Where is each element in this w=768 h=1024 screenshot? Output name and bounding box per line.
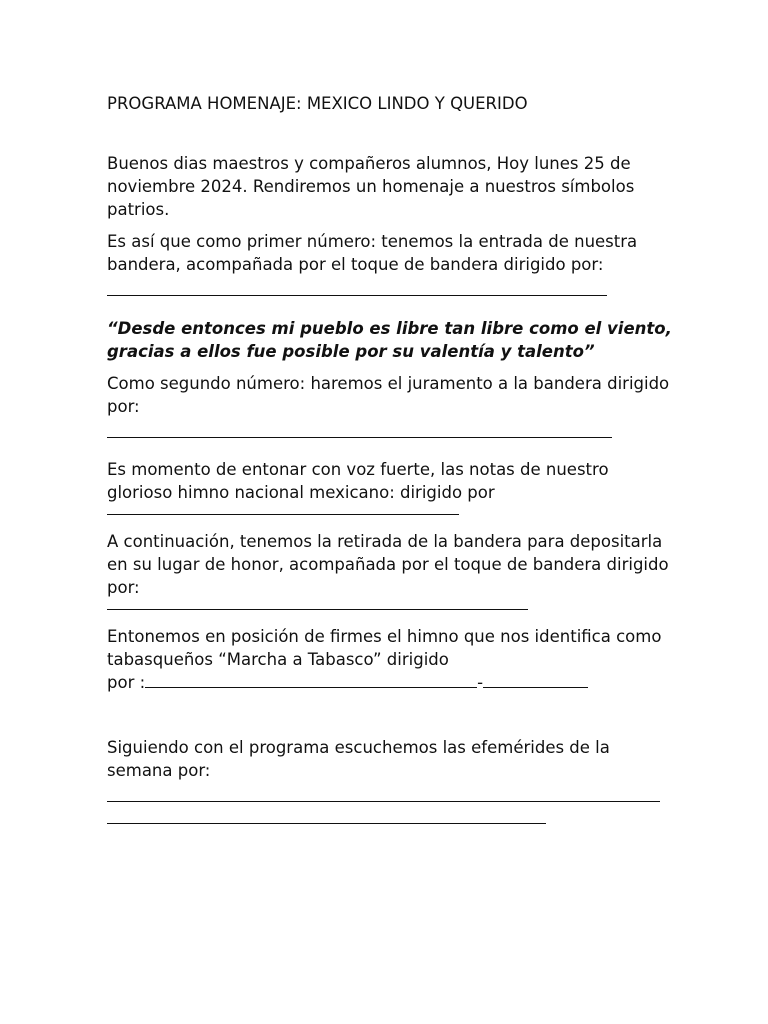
document-title: PROGRAMA HOMENAJE: MEXICO LINDO Y QUERIDO xyxy=(107,94,528,113)
greeting-paragraph: Buenos dias maestros y compañeros alumnos, Hoy lunes 25 de noviembre 2024. Rendiremos un homenaje a nuestros símbolos patrios. xyxy=(107,154,635,219)
quote-paragraph: “Desde entonces mi pueblo es libre tan libre como el viento, gracias a ellos fue posible por su valentía y talento” xyxy=(107,319,672,361)
flag-retire-blank-line xyxy=(107,609,528,610)
tabasco-march-paragraph: Entonemos en posición de firmes el himno que nos identifica como tabasqueños “Marcha a Tabasco” dirigido xyxy=(107,627,662,669)
anthem-paragraph: Es momento de entonar con voz fuerte, las notas de nuestro glorioso himno nacional mexicano: dirigido por xyxy=(107,460,609,502)
oath-blank-line xyxy=(107,437,612,438)
ephemeris-blank-line-1 xyxy=(107,801,660,802)
dash-separator: - xyxy=(477,673,484,692)
tabasco-march-line xyxy=(107,671,677,694)
ephemeris-paragraph: Siguiendo con el programa escuchemos las efemérides de la semana por: xyxy=(107,738,610,780)
flag-retire-paragraph: A continuación, tenemos la retirada de la bandera para depositarla en su lugar de honor, acompañada por el toque de bandera dirigido por: xyxy=(107,532,669,597)
tabasco-blank-line-2 xyxy=(483,673,588,688)
tabasco-blank-line-1 xyxy=(145,673,477,688)
anthem-blank-line xyxy=(107,514,459,515)
flag-entry-blank-line xyxy=(107,295,607,296)
document-page xyxy=(107,92,677,824)
flag-entry-paragraph: Es así que como primer número: tenemos la entrada de nuestra bandera, acompañada por el toque de bandera dirigido por: xyxy=(107,232,638,274)
oath-paragraph: Como segundo número: haremos el juramento a la bandera dirigido por: xyxy=(107,374,670,416)
por-prefix: por : xyxy=(107,673,146,692)
ephemeris-blank-line-2 xyxy=(107,823,546,824)
